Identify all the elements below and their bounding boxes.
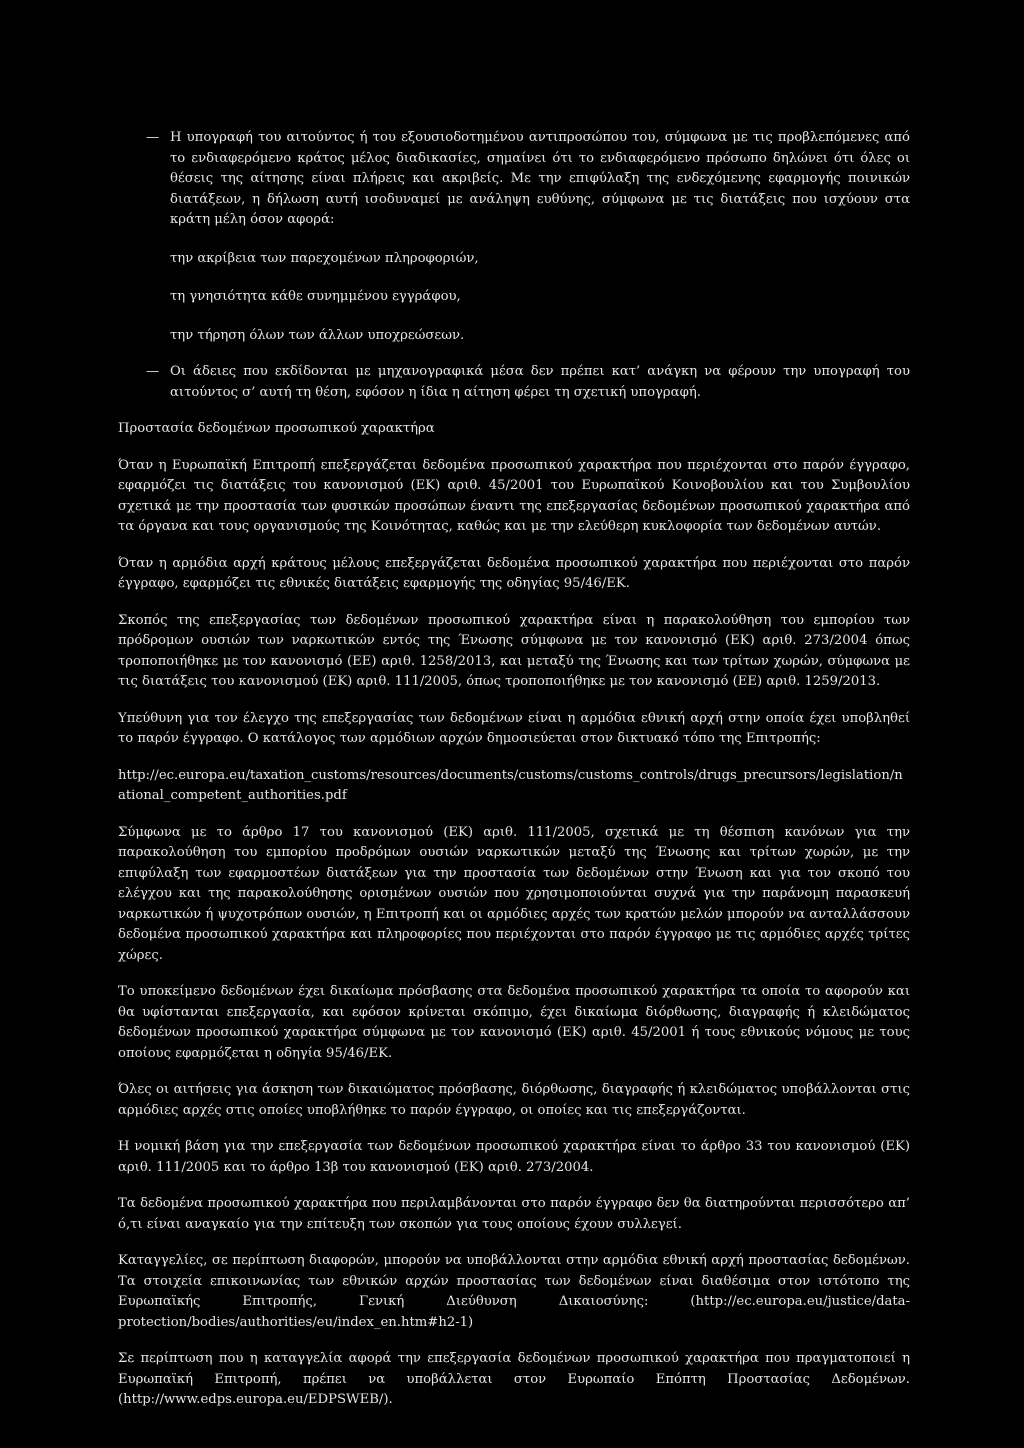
paragraph-national-authority: Όταν η αρμόδια αρχή κράτους μέλους επεξεργάζεται δεδομένα προσωπικού χαρακτήρα που περιέχονται στο παρόν έγγραφο, εφαρμόζει τις εθνικές διατάξεις εφαρμογής της οδηγίας 95/46/ΕΚ. <box>118 555 910 591</box>
paragraph-access-rights: Το υποκείμενο δεδομένων έχει δικαίωμα πρόσβασης στα δεδομένα προσωπικού χαρακτήρα τα οποία το αφορούν και θα υφίστανται επεξεργασία, και εφόσον κρίνεται σκόπιμο, έχει δικαίωμα διόρθωσης, διαγραφής ή κλειδώματος δεδομένων προσωπικού χαρακτήρα σύμφωνα με τον κανονισμό (ΕΚ) αριθ. 45/2001 ή τους εθνικούς νόμους με τους οποίους εφαρμόζεται η οδηγία 95/46/ΕΚ. <box>118 984 910 1061</box>
machine-licences-text: Οι άδειες που εκδίδονται με μηχανογραφικά μέσα δεν πρέπει κατ’ ανάγκη να φέρουν την υπογραφή του αιτούντος σ’ αυτή τη θέση, εφόσον η ίδια η αίτηση φέρει τη σχετική υπογραφή. <box>170 364 910 400</box>
paragraph-controller: Υπεύθυνη για τον έλεγχο της επεξεργασίας των δεδομένων είναι η αρμόδια εθνική αρχή στην οποία έχει υποβληθεί το παρόν έγγραφο. Ο κατάλογος των αρμόδιων αρχών δημοσιεύεται στον δικτυακό τόπο της Επιτροπής: <box>118 710 910 746</box>
sub-item-obligations: την τήρηση όλων των άλλων υποχρεώσεων. <box>170 327 465 343</box>
section-heading: Προστασία δεδομένων προσωπικού χαρακτήρα <box>118 421 435 436</box>
machine-licences-item <box>118 362 910 403</box>
document-page <box>118 128 910 1411</box>
paragraph-legal-basis: Η νομική βάση για την επεξεργασία των δεδομένων προσωπικού χαρακτήρα είναι το άρθρο 33 του κανονισμού (ΕΚ) αριθ. 111/2005 και το άρθρο 13β του κανονισμού (ΕΚ) αριθ. 273/2004. <box>118 1139 910 1175</box>
paragraph-article-17: Σύμφωνα με το άρθρο 17 του κανονισμού (ΕΚ) αριθ. 111/2005, σχετικά με τη θέσπιση κανόνων για την παρακολούθηση του εμπορίου προδρόμων ουσιών ναρκωτικών μεταξύ της Ένωσης και τρίτων χωρών, με την επιφύλαξη των εφαρμοστέων διατάξεων για την προστασία των δεδομένων στην Ένωση και για τον σκοπό του ελέγχου και της παρακολούθησης ορισμένων ουσιών που χρησιμοποιούνται συχνά για την παράνομη παρασκευή ναρκωτικών ή ψυχοτρόπων ουσιών, η Επιτροπή και οι αρμόδιες αρχές των κρατών μελών μπορούν να ανταλλάσσουν δεδομένα προσωπικού χαρακτήρα και πληροφορίες που περιέχονται στο παρόν έγγραφο με τις αρμόδιες αρχές τρίτες χώρες. <box>118 824 910 963</box>
paragraph-complaints: Καταγγελίες, σε περίπτωση διαφορών, μπορούν να υποβάλλονται στην αρμόδια εθνική αρχή προστασίας δεδομένων. Τα στοιχεία επικοινωνίας των εθνικών αρχών προστασίας των δεδομένων είναι διαθέσιμα στον ιστότοπο της Ευρωπαϊκής Επιτροπής, Γενική Διεύθυνση Δικαιοσύνης: (http://ec.europa.eu/justice/data-protection/bodies/authorities/eu/index_en.htm#h2-1) <box>118 1253 910 1330</box>
authorities-url[interactable]: http://ec.europa.eu/taxation_customs/resources/documents/customs/customs_controls/drugs_precursors/legislation/national_competent_authorities.pdf <box>118 767 903 803</box>
dash-marker: — <box>146 130 160 145</box>
paragraph-edps: Σε περίπτωση που η καταγγελία αφορά την επεξεργασία δεδομένων προσωπικού χαρακτήρα που πραγματοποιεί η Ευρωπαϊκή Επιτροπή, πρέπει να υποβάλλεται στον Ευρωπαίο Επόπτη Προστασίας Δεδομένων. (http://www.edps.europa.eu/EDPSWEB/). <box>118 1351 910 1407</box>
paragraph-commission-processing: Όταν η Ευρωπαϊκή Επιτροπή επεξεργάζεται δεδομένα προσωπικού χαρακτήρα που περιέχονται στο παρόν έγγραφο, εφαρμόζει τις διατάξεις του κανονισμού (ΕΚ) αριθ. 45/2001 του Ευρωπαϊκού Κοινοβουλίου και του Συμβουλίου σχετικά με την προστασία των φυσικών προσώπων έναντι της επεξεργασίας δεδομένων προσωπικού χαρακτήρα από τα όργανα και τους οργανισμούς της Κοινότητας, καθώς και με την ελεύθερη κυκλοφορία των δεδομένων αυτών. <box>118 457 910 534</box>
paragraph-requests: Όλες οι αιτήσεις για άσκηση των δικαιώματος πρόσβασης, διόρθωσης, διαγραφής ή κλειδώματος υποβάλλονται στις αρμόδιες αρχές στις οποίες υποβλήθηκε το παρόν έγγραφο, οι οποίες και τις επεξεργάζονται. <box>118 1082 910 1118</box>
paragraph-purpose: Σκοπός της επεξεργασίας των δεδομένων προσωπικού χαρακτήρα είναι η παρακολούθηση του εμπορίου των πρόδρομων ουσιών των ναρκωτικών εντός της Ένωσης σύμφωνα με τον κανονισμό (ΕΚ) αριθ. 273/2004 όπως τροποποιήθηκε με τον κανονισμό (ΕΕ) αριθ. 1258/2013, και μεταξύ της Ένωσης και των τρίτων χωρών, σύμφωνα με τις διατάξεις του κανονισμού (ΕΚ) αριθ. 111/2005, όπως τροποποιήθηκε με τον κανονισμό (ΕΕ) αριθ. 1259/2013. <box>118 612 910 689</box>
signature-note-item <box>118 128 910 231</box>
dash-marker: — <box>146 364 160 379</box>
sub-item-accuracy: την ακρίβεια των παρεχομένων πληροφοριών, <box>170 250 479 266</box>
signature-note-text: Η υπογραφή του αιτούντος ή του εξουσιοδοτημένου αντιπροσώπου του, σύμφωνα με τις προβλεπόμενες από το ενδιαφερόμενο κράτος μέλος διαδικασίες, σημαίνει ότι το ενδιαφερόμενο πρόσωπο δηλώνει ότι όλες οι θέσεις της αίτησης είναι πλήρεις και ακριβείς. Με την επιφύλαξη της ενδεχόμενης εφαρμογής ποινικών διατάξεων, η δήλωση αυτή ισοδυναμεί με ανάληψη ευθύνης, σύμφωνα με τις διατάξεις που ισχύουν στα κράτη μέλη όσον αφορά: <box>170 130 910 227</box>
sub-item-authenticity: τη γνησιότητα κάθε συνημμένου εγγράφου, <box>170 289 461 304</box>
paragraph-retention: Τα δεδομένα προσωπικού χαρακτήρα που περιλαμβάνονται στο παρόν έγγραφο δεν θα διατηρούνται περισσότερο απ’ ό,τι είναι αναγκαίο για την επίτευξη των σκοπών για τους οποίους έχουν συλλεγεί. <box>118 1196 910 1232</box>
